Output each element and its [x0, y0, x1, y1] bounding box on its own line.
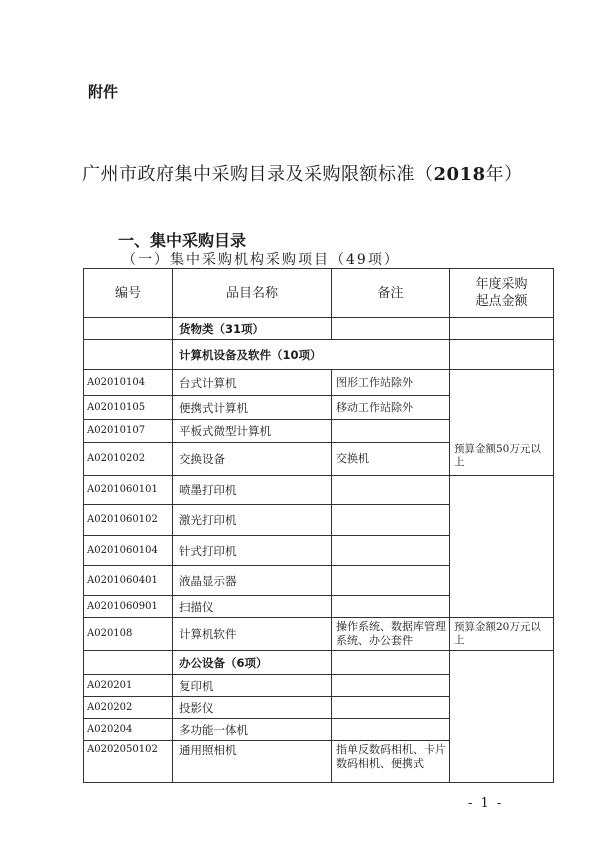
- item-name: 计算机软件: [173, 618, 332, 651]
- item-name: 交换设备: [173, 443, 332, 476]
- header-name: 品目名称: [173, 269, 332, 318]
- item-code: A0201060101: [84, 476, 173, 505]
- item-name: 平板式微型计算机: [173, 420, 332, 443]
- item-name: 台式计算机: [173, 370, 332, 396]
- header-amount: 年度采购 起点金额: [450, 269, 554, 318]
- threshold-50: 预算金额50万元以上: [450, 370, 554, 476]
- item-note: 交换机: [332, 443, 450, 476]
- item-code: A02010107: [84, 420, 173, 443]
- procurement-table: [83, 268, 554, 783]
- item-note: [332, 476, 450, 505]
- page-number: - 1 -: [468, 796, 504, 811]
- item-note: [332, 697, 450, 719]
- header-note: 备注: [332, 269, 450, 318]
- item-code: A020201: [84, 675, 173, 697]
- item-note: 图形工作站除外: [332, 370, 450, 396]
- item-note: 操作系统、数据库管理系统、办公套件: [332, 618, 450, 651]
- section-heading: 一、集中采购目录: [118, 231, 247, 250]
- item-note: [332, 536, 450, 566]
- item-name: 多功能一体机: [173, 719, 332, 741]
- document-title: [82, 160, 523, 186]
- item-note: [332, 566, 450, 596]
- item-name: 针式打印机: [173, 536, 332, 566]
- item-note: [332, 420, 450, 443]
- item-code: A020202: [84, 697, 173, 719]
- item-code: A0201060401: [84, 566, 173, 596]
- title-prefix: 广州市政府集中采购目录及采购限额标准（: [82, 164, 434, 185]
- item-name: 便携式计算机: [173, 396, 332, 420]
- item-code: A020108: [84, 618, 173, 651]
- computer-category: 计算机设备及软件（10项）: [173, 340, 450, 370]
- item-code: A02010202: [84, 443, 173, 476]
- item-code: A02010104: [84, 370, 173, 396]
- item-code: A02010105: [84, 396, 173, 420]
- item-note: [332, 675, 450, 697]
- item-name: 复印机: [173, 675, 332, 697]
- title-suffix: 年）: [485, 164, 523, 185]
- item-code: A020204: [84, 719, 173, 741]
- item-name: 投影仪: [173, 697, 332, 719]
- item-name: 激光打印机: [173, 505, 332, 536]
- subsection-heading: （一）集中采购机构采购项目（49项）: [122, 252, 400, 268]
- goods-category: 货物类（31项）: [173, 318, 332, 340]
- table-row: [84, 370, 554, 396]
- item-note: 移动工作站除外: [332, 396, 450, 420]
- item-note: [332, 719, 450, 741]
- item-note: [332, 505, 450, 536]
- item-note: [332, 596, 450, 618]
- table-row: [84, 618, 554, 651]
- table-header-row: [84, 269, 554, 318]
- title-year: 2018: [433, 164, 486, 185]
- item-name: 液晶显示器: [173, 566, 332, 596]
- item-name: 喷墨打印机: [173, 476, 332, 505]
- header-code: 编号: [84, 269, 173, 318]
- item-code: A0201060104: [84, 536, 173, 566]
- category-row: [84, 318, 554, 340]
- table-row: [84, 476, 554, 505]
- item-code: A0201060901: [84, 596, 173, 618]
- attachment-label: 附件: [88, 83, 119, 101]
- subcategory-row: [84, 651, 554, 675]
- office-category: 办公设备（6项）: [173, 651, 332, 675]
- item-code: A0202050102: [84, 741, 173, 783]
- threshold-20: 预算金额20万元以上: [450, 618, 554, 651]
- item-code: A0201060102: [84, 505, 173, 536]
- item-name: 扫描仪: [173, 596, 332, 618]
- subcategory-row: [84, 340, 554, 370]
- item-note: 指单反数码相机、卡片数码相机、便携式: [332, 741, 450, 783]
- item-name: 通用照相机: [173, 741, 332, 783]
